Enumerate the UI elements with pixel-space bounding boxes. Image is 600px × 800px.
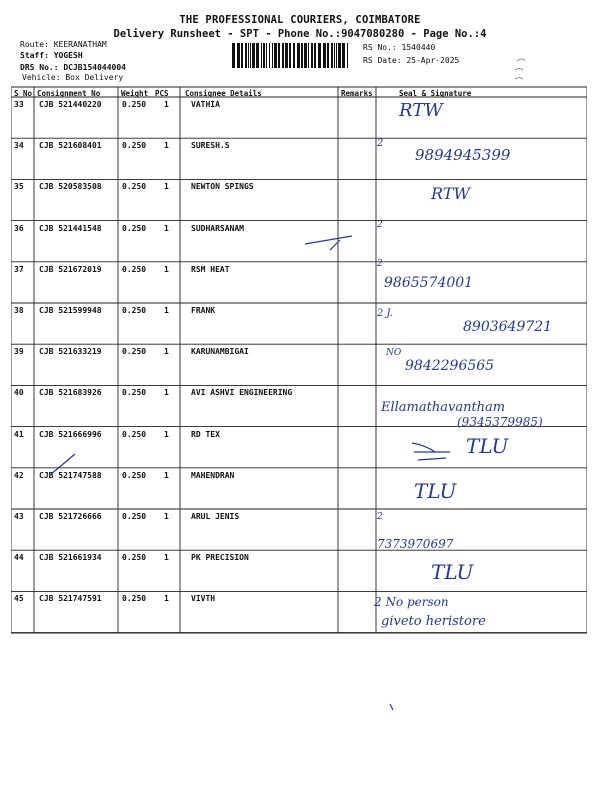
barcode-bar [347, 43, 348, 68]
handwritten-signature-text: TLU [466, 434, 509, 458]
weight-cell: 0.250 [122, 264, 147, 274]
runsheet-table [11, 86, 587, 634]
table-row [11, 344, 587, 385]
consignee-cell: MAHENDRAN [191, 470, 235, 480]
consignee-cell: RD TEX [191, 429, 220, 439]
weight-cell: 0.250 [122, 388, 147, 398]
pcs-cell: 1 [164, 470, 169, 480]
barcode-bar [331, 43, 333, 68]
sno-cell: 44 [14, 553, 24, 563]
pcs-cell: 1 [164, 182, 169, 192]
weight-cell: 0.250 [122, 141, 147, 151]
weight-cell: 0.250 [122, 553, 147, 563]
barcode-bar [342, 43, 345, 68]
weight-cell: 0.250 [122, 594, 147, 604]
pcs-cell: 1 [164, 429, 169, 439]
sno-cell: 41 [14, 429, 24, 439]
handwritten-signature-text: NO [386, 348, 402, 358]
consignment-no-cell: CJB 521440220 [39, 100, 102, 109]
pcs-cell: 1 [164, 594, 169, 604]
staff-value: YOGESH [53, 51, 83, 60]
col-header-weight: Weight [121, 89, 149, 98]
barcode-bar [301, 43, 303, 68]
weight-cell: 0.250 [122, 100, 147, 109]
barcode-bar [256, 43, 259, 68]
sno-cell: 42 [14, 470, 24, 480]
pcs-cell: 1 [164, 553, 169, 563]
weight-cell: 0.250 [122, 182, 147, 192]
pcs-cell: 1 [164, 223, 169, 233]
table-row [11, 221, 587, 262]
consignee-cell: KARUNAMBIGAI [191, 347, 249, 357]
pen-dot-mark [390, 704, 393, 710]
consignee-cell: VIVTH [191, 594, 216, 604]
barcode-bar [282, 43, 284, 68]
weight-cell: 0.250 [122, 347, 147, 357]
barcode-bar [266, 43, 267, 68]
consignment-no-cell: CJB 521683926 [39, 388, 102, 398]
handwritten-signature-text: giveto heristore [381, 614, 486, 629]
barcode-bar [285, 43, 288, 68]
drs-value: DCJB154044004 [63, 63, 126, 72]
barcode-bar [241, 43, 243, 68]
consignment-no-cell: CJB 520583508 [39, 182, 102, 192]
col-header-sno: S No [14, 89, 33, 98]
consignment-no-cell: CJB 521747588 [39, 470, 102, 480]
vehicle-field [22, 73, 123, 82]
staff-label: Staff: [20, 51, 49, 60]
handwritten-signature-text: 2 [377, 259, 383, 269]
rs-no-field [363, 43, 435, 52]
sno-cell: 38 [14, 306, 24, 315]
consignee-cell: NEWTON SPINGS [191, 182, 254, 192]
consignment-no-cell: CJB 521441548 [39, 223, 102, 233]
sno-cell: 37 [14, 264, 24, 274]
sno-cell: 34 [14, 141, 24, 151]
rs-no-label: RS No.: [363, 43, 397, 52]
barcode-bar [323, 43, 326, 68]
handwritten-signature-text: 9842296565 [405, 358, 495, 374]
handwritten-signature-text: 2 No person [374, 595, 449, 609]
rs-date-value: 25-Apr-2025 [406, 56, 460, 65]
handwritten-signature-text: RTW [399, 100, 443, 121]
consignee-cell: SUDHARSANAM [191, 223, 244, 233]
barcode-bar [311, 43, 313, 68]
staff-field [20, 51, 83, 60]
barcode-image [232, 43, 350, 68]
consignment-no-cell: CJB 521726666 [39, 512, 102, 521]
faint-scribble-mark [515, 59, 525, 79]
weight-cell: 0.250 [122, 512, 147, 521]
barcode-bar [269, 43, 270, 68]
consignee-cell: SURESH.S [191, 141, 230, 151]
barcode-bar [289, 43, 291, 68]
route-label: Route: [20, 40, 49, 49]
consignee-cell: VATHIA [191, 100, 220, 109]
sno-cell: 43 [14, 512, 24, 521]
col-header-remarks: Remarks [341, 89, 373, 98]
pcs-cell: 1 [164, 347, 169, 357]
barcode-bar [336, 43, 337, 68]
handwritten-signature-text: 2 [377, 220, 383, 230]
handwritten-signature-text: 7373970697 [377, 537, 454, 551]
sno-cell: 36 [14, 223, 24, 233]
table-row [11, 97, 587, 138]
barcode-bar [272, 43, 273, 68]
consignee-cell: FRANK [191, 306, 216, 315]
rs-date-field [363, 56, 459, 65]
table-row [11, 468, 587, 509]
handwritten-signature-text: (9345379985) [457, 415, 543, 429]
consignment-no-cell: CJB 521672019 [39, 264, 102, 274]
consignee-cell: AVI ASHVI ENGINEERING [191, 388, 293, 398]
barcode-bar [314, 43, 316, 68]
table-row [11, 550, 587, 591]
barcode-bar [263, 43, 265, 68]
consignment-no-cell: CJB 521747591 [39, 594, 102, 604]
barcode-bar [252, 43, 255, 68]
barcode-bar [232, 43, 235, 68]
drs-label: DRS No.: [20, 63, 59, 72]
handwritten-signature-text: RTW [431, 184, 470, 203]
weight-cell: 0.250 [122, 470, 147, 480]
pcs-cell: 1 [164, 264, 169, 274]
pcs-cell: 1 [164, 141, 169, 151]
barcode-bar [318, 43, 321, 68]
sno-cell: 39 [14, 347, 24, 357]
barcode-bar [261, 43, 262, 68]
consignee-cell: ARUL JENIS [191, 512, 240, 521]
sno-cell: 33 [14, 100, 24, 109]
consignment-no-cell: CJB 521633219 [39, 347, 102, 357]
barcode-bar [334, 43, 335, 68]
col-header-pcs: PCS [155, 89, 169, 98]
runsheet-subtitle: Delivery Runsheet - SPT - Phone No.:9047080280 - Page No.:4 [113, 28, 487, 40]
route-value: KEERANATHAM [53, 40, 107, 49]
pcs-cell: 1 [164, 388, 169, 398]
barcode-bar [308, 43, 309, 68]
page-title: THE PROFESSIONAL COURIERS, COIMBATORE [179, 14, 421, 26]
handwritten-signature-text: 9894945399 [415, 146, 511, 164]
consignee-cell: RSM HEAT [191, 264, 230, 274]
handwritten-signature-text: 2 J. [377, 308, 393, 319]
weight-cell: 0.250 [122, 223, 147, 233]
consignment-no-cell: CJB 521608401 [39, 141, 102, 151]
barcode-bar [274, 43, 277, 68]
handwritten-signature-text: TLU [431, 560, 474, 584]
barcode-bar [248, 43, 249, 68]
table-row [11, 591, 587, 632]
handwritten-signature-text: Ellamathavantham [381, 400, 506, 415]
weight-cell: 0.250 [122, 306, 147, 315]
table-row [11, 179, 587, 220]
col-header-signature: Seal & Signature [399, 89, 472, 98]
pcs-cell: 1 [164, 100, 169, 109]
vehicle-label: Vehicle: [22, 73, 61, 82]
consignment-no-cell: CJB 521661934 [39, 553, 102, 563]
consignment-no-cell: CJB 521599948 [39, 306, 102, 315]
barcode-bar [237, 43, 240, 68]
barcode-bar [250, 43, 251, 68]
barcode-bar [245, 43, 247, 68]
handwritten-signature-text: 2 [377, 138, 384, 149]
consignment-no-cell: CJB 521666996 [39, 429, 102, 439]
table-row [11, 262, 587, 303]
barcode-bar [327, 43, 329, 68]
pcs-cell: 1 [164, 306, 169, 315]
sno-cell: 40 [14, 388, 24, 398]
sno-cell: 35 [14, 182, 24, 192]
route-field [20, 40, 107, 49]
pcs-cell: 1 [164, 512, 169, 521]
drs-field [20, 63, 126, 72]
barcode-bar [338, 43, 341, 68]
col-header-consignment: Consignment No [37, 89, 101, 98]
handwritten-signature-text: TLU [414, 479, 457, 503]
table-row [11, 509, 587, 550]
barcode-bar [304, 43, 307, 68]
barcode-bar [297, 43, 300, 68]
handwritten-signature-text: 8903649721 [463, 319, 553, 335]
vehicle-value: Box Delivery [65, 73, 124, 82]
handwritten-signature-text: 9865574001 [384, 275, 474, 291]
handwritten-signature-text: 2 [377, 512, 383, 522]
weight-cell: 0.250 [122, 429, 147, 439]
consignee-cell: PK PRECISION [191, 553, 249, 563]
col-header-consignee: Consignee Details [185, 89, 262, 98]
sno-cell: 45 [14, 594, 24, 604]
barcode-bar [293, 43, 295, 68]
rs-no-value: 1540440 [401, 43, 436, 52]
barcode-bar [278, 43, 280, 68]
rs-date-label: RS Date: [363, 56, 402, 65]
